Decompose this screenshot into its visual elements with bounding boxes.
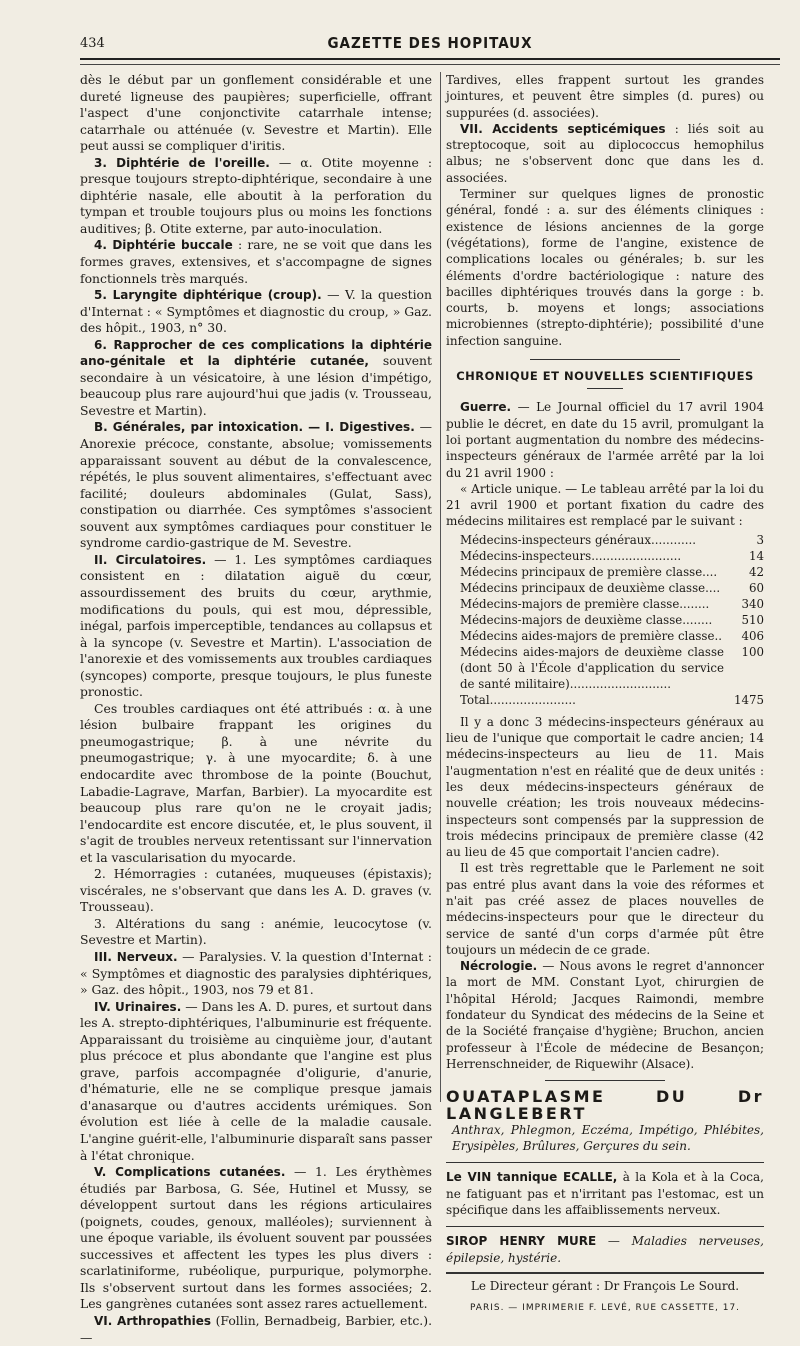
row-value: 60 <box>748 580 764 595</box>
paragraph: Il est très regrettable que le Parlement ne soit pas entré plus avant dans la voie des réformes et n'ait pas créé assez de places nouvelles de médecins-inspecteurs pour que le directeur du service de santé d'un corps d'armée pût être toujours un médecin de ce grade. <box>446 861 764 957</box>
total-value: 1475 <box>733 692 764 707</box>
column-divider <box>440 72 441 1102</box>
paragraph: 3. Diphtérie de l'oreille. — α. Otite moyenne : presque toujours strepto-diphtérique, secondaire à une diphtérie nasale, elle aboutit à la perforation du tympan et trouble toujours plus ou moins les fonctions auditives; β. Otite externe, par auto-inoculation. <box>80 154 433 236</box>
row-value: 100 <box>741 644 764 659</box>
paragraph: 2. Hémorragies : cutanées, muqueuses (épistaxis); viscérales, ne s'observant que dans les A. D. graves (v. Trousseau). <box>80 866 432 915</box>
left-column <box>80 72 432 1346</box>
section-underline <box>587 388 623 389</box>
table-row <box>446 580 764 596</box>
table-row <box>446 564 764 580</box>
row-value: 510 <box>741 612 764 627</box>
row-label: Médecins-inspecteurs généraux............ <box>460 532 696 547</box>
paragraph: Nécrologie. — Nous avons le regret d'annoncer la mort de MM. Constant Lyot, chirurgien de l'hôpital Hérold; Jacques Raimondi, membre fondateur du Syndicat des médecins de la Seine et de la Société française d'hygiène; Bruchon, ancien professeur à l'École de médecine de Besançon; Herrenschneider, de Riquewihr (Alsace). <box>446 959 764 1071</box>
table-row <box>446 596 764 612</box>
right-column <box>446 72 764 1317</box>
row-label: Médecins principaux de première classe.... <box>460 564 718 579</box>
paragraph: Il y a donc 3 médecins-inspecteurs généraux au lieu de l'unique que comportait le cadre ancien; 14 médecins-inspecteurs au lieu de 11. Mais l'augmentation n'est en réalité que de deux unités : les deux médecins-inspecteurs généraux de nouvelle création; les trois nouveaux médecins-inspecteurs sont compensés par la suppression de trois médecins principaux de première classe (42 au lieu de 45 que comportait l'ancien cadre). <box>446 714 764 860</box>
header-rule <box>80 58 780 60</box>
table-row <box>446 612 764 628</box>
ad-title: OUATAPLASME DU Dr LANGLEBERT <box>446 1087 764 1123</box>
paragraph: Terminer sur quelques lignes de pronostic général, fondé : a. sur des éléments cliniques : existence de lésions anciennes de la gorge (végétations), forme de l'angine, existence de complications locales ou générales; b. sur les éléments d'ordre bactériologique : nature des bacilles diphtériques trouvés dans la gorge : b. courts, b. moyens et longs; associations microbiennes (strepto-diphtérie); possibilité d'une infection sanguine. <box>446 187 764 348</box>
paragraph: 6. Rapprocher de ces complications la diphtérie ano-génitale et la diphtérie cutanée, souvent secondaire à un vésicatoire, à une lésion d'impétigo, beaucoup plus rare aujourd'hui que jadis (v. Trousseau, Sevestre et Martin). <box>80 337 432 418</box>
table-row <box>446 628 764 644</box>
printer-imprint: PARIS. — IMPRIMERIE F. LEVÉ, RUE CASSETTE, 17. <box>469 1303 741 1314</box>
ad-subtitle: Anthrax, Phlegmon, Eczéma, Impétigo, Phlébites, Erysipèles, Brûlures, Gerçures du sein. <box>452 1122 764 1154</box>
header-rule-thin <box>80 64 780 65</box>
row-value: 406 <box>741 628 764 643</box>
paragraph: dès le début par un gonflement considérable et une dureté ligneuse des paupières; superficielle, offrant l'aspect d'une conjonctivite catarrhale intense; catarrhale ou atténuée (v. Sevestre et Martin). Elle peut aussi se compliquer d'iritis. <box>80 72 432 154</box>
row-label: Médecins aides-majors de deuxième classe (dont 50 à l'École d'application du service de santé militaire)........................... <box>460 644 724 691</box>
paragraph: 4. Diphtérie buccale : rare, ne se voit que dans les formes graves, extensives, et s'accompagne de signes fonctionnels très marqués. <box>80 237 432 286</box>
advertisement-ouataplasme <box>446 1080 764 1154</box>
paragraph: « Article unique. — Le tableau arrêté par la loi du 21 avril 1900 et portant fixation du cadre des médecins militaires est remplacé par le suivant : <box>446 481 764 529</box>
staff-table <box>446 532 764 708</box>
table-total-row <box>446 692 764 708</box>
paragraph: II. Circulatoires. — 1. Les symptômes cardiaques consistent en : dilatation aiguë du cœur, assourdissement des bruits du cœur, arythmie, modifications du pouls, qui est mou, dépressible, inégal, parfois imperceptible, tendances au collapsus et à la syncope (v. Sevestre et Martin). L'association de l'anorexie et des vomissements aux troubles cardiaques (syncopes) comporte, presque toujours, le plus funeste pronostic. <box>80 551 432 700</box>
paragraph: IV. Urinaires. — Dans les A. D. pures, et surtout dans les A. strepto-diphtériques, l'albuminurie est fréquente. Apparaissant du troisième au cinquième jour, d'autant plus précoce et plus abondante que l'angine est plus grave, parfois accompagnée d'oligurie, d'anurie, d'hématurie, elle ne se complique presque jamais d'anasarque ou d'autres accidents urémiques. Son évolution est liée à celle de la maladie causale. L'angine guérit-elle, l'albuminurie disparaît sans passer à l'état chronique. <box>80 998 432 1163</box>
total-label: Total....................... <box>460 692 576 707</box>
table-row <box>446 644 764 692</box>
paragraph: 5. Laryngite diphtérique (croup). — V. la question d'Internat : « Symptômes et diagnostic du croup, » Gaz. des hôpit., 1903, n° 30. <box>80 287 432 336</box>
page-number: 434 <box>80 36 105 51</box>
paragraph: III. Nerveux. — Paralysies. V. la question d'Internat : « Symptômes et diagnostic des paralysies diphtériques, » Gaz. des hôpit., 1903, nos 79 et 81. <box>80 948 432 998</box>
paragraph: Tardives, elles frappent surtout les grandes jointures, et peuvent être simples (d. pures) ou suppurées (d. associées). <box>446 73 764 120</box>
signature: Le Directeur gérant : Dr François Le Sourd. <box>470 1278 740 1293</box>
footer-rule <box>446 1272 764 1274</box>
page-header <box>80 30 780 60</box>
advertisement-vin: Le VIN tannique ECALLE, à la Kola et à la Coca, ne fatiguant pas et n'irritant pas l'estomac, est un spécifique dans les affaiblissements nerveux. <box>446 1162 764 1218</box>
paragraph: VI. Arthropathies (Follin, Bernadbeig, Barbier, etc.). — <box>80 1313 433 1345</box>
paragraph: Guerre. — Le Journal officiel du 17 avril 1904 publie le décret, en date du 15 avril, promulgant la loi portant augmentation du nombre des médecins-inspecteurs généraux de l'armée arrêté par la loi du 21 avril 1900 : <box>446 400 764 480</box>
row-value: 3 <box>756 532 764 547</box>
row-label: Médecins-majors de deuxième classe........ <box>460 612 713 627</box>
row-value: 340 <box>741 596 764 611</box>
row-label: Médecins-inspecteurs........................ <box>460 548 682 563</box>
section-divider <box>530 359 680 360</box>
row-label: Médecins-majors de première classe........ <box>460 596 710 611</box>
ad-divider <box>545 1080 665 1081</box>
row-label: Médecins principaux de deuxième classe.... <box>460 580 721 595</box>
row-value: 42 <box>748 564 764 579</box>
row-value: 14 <box>748 548 764 563</box>
paragraph: V. Complications cutanées. — 1. Les érythèmes étudiés par Barbosa, G. Sée, Hutinel et Mussy, se développent surtout dans les régions articulaires (poignets, coudes, genoux, malléoles); surviennent à une époque variable, ils évoluent souvent par poussées successives et affectent les types les plus divers : scarlatiniforme, rubéolique, purpurique, polymorphe. Ils s'observent surtout dans les formes associées; 2. Les gangrènes cutanées sont assez rares actuellement. <box>80 1164 432 1312</box>
paragraph: VII. Accidents septicémiques : liés soit au streptocoque, soit au diplococcus hemophilus albus; ne s'observent donc que dans les d. associées. <box>446 121 764 185</box>
journal-title: GAZETTE DES HOPITAUX <box>327 34 533 52</box>
section-title: CHRONIQUE ET NOUVELLES SCIENTIFIQUES <box>456 369 754 384</box>
paragraph: B. Générales, par intoxication. — I. Digestives. — Anorexie précoce, constante, absolue; vomissements apparaissant souvent au début de la convalescence, répétés, le plus souvent alimentaires, s'effectuant avec facilité; douleurs abdominales (Gulat, Sass), constipation ou diarrhée. Ces symptômes s'associent souvent aux symptômes cardiaques pour constituer le syndrome cardio-gastrique de M. Sevestre. <box>80 419 432 551</box>
table-row <box>446 548 764 564</box>
table-row <box>446 532 764 548</box>
paragraph: 3. Altérations du sang : anémie, leucocytose (v. Sevestre et Martin). <box>80 915 432 948</box>
paragraph: Ces troubles cardiaques ont été attribués : α. à une lésion bulbaire frappant les origines du pneumogastrique; β. à une névrite du pneumogastrique; γ. à une myocardite; δ. à une endocardite avec thrombose de la pointe (Bouchut, Labadie-Lagrave, Marfan, Barbier). La myocardite est beaucoup plus rare qu'on ne le croyait jadis; l'endocardite est encore discutée, et, le plus souvent, il s'agit de troubles nerveux retentissant sur l'innervation et la vascularisation du myocarde. <box>80 700 432 865</box>
advertisement-sirop: SIROP HENRY MURE — Maladies nerveuses, épilepsie, hystérie. <box>446 1226 764 1266</box>
row-label: Médecins aides-majors de première classe.. <box>460 628 722 643</box>
